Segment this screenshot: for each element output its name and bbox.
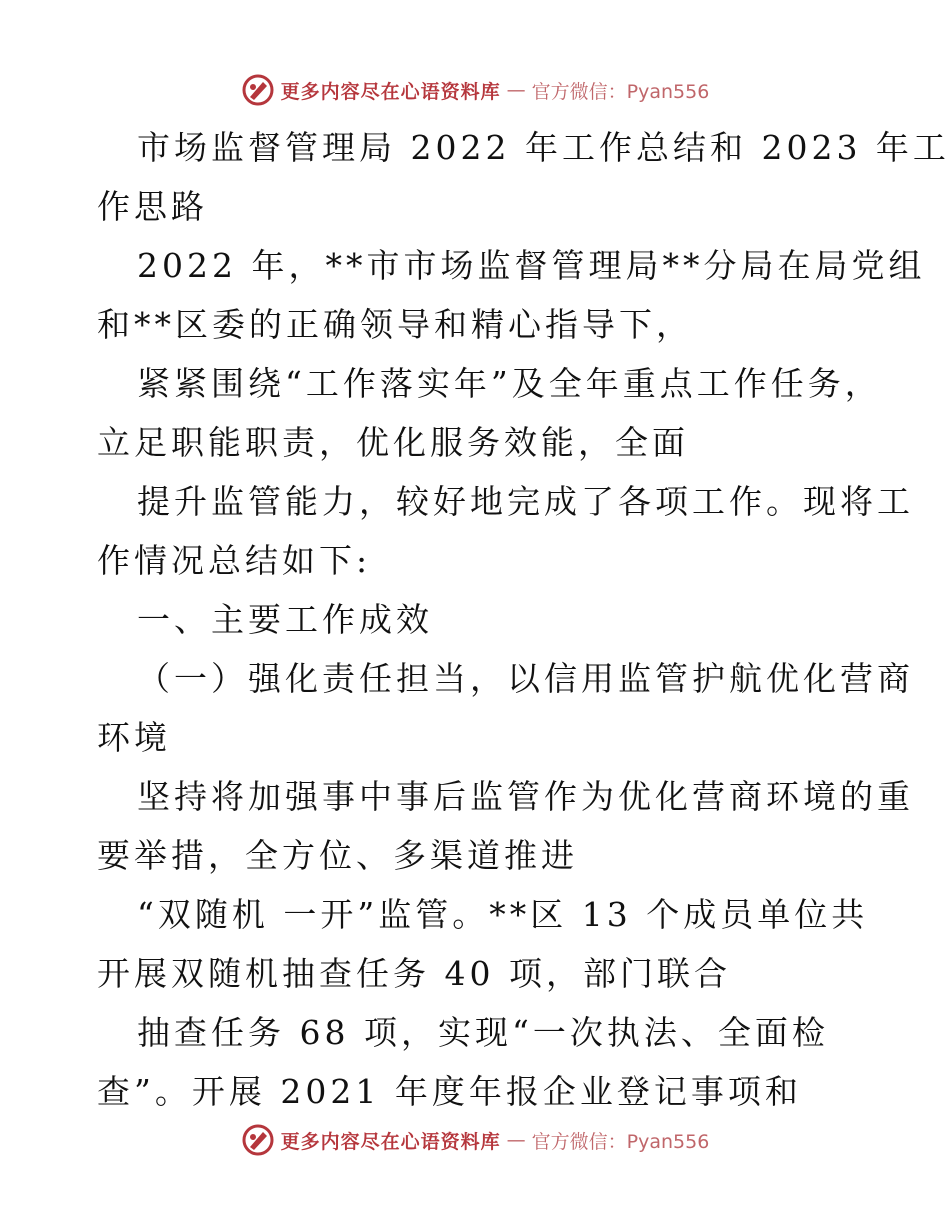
watermark-contact-text: 官方微信：Pyan556: [531, 80, 710, 103]
document-line: 紧紧围绕“工作落实年”及全年重点工作任务，: [137, 364, 882, 403]
document-line: 作思路: [97, 187, 208, 226]
document-body: [97, 118, 950, 1121]
document-line: 环境: [97, 718, 171, 757]
watermark-banner-bottom: [0, 1120, 950, 1160]
watermark-brand-text: 更多内容尽在心语资料库: [280, 1130, 501, 1153]
watermark-brand-text: 更多内容尽在心语资料库: [280, 80, 501, 103]
watermark-separator: —: [506, 1129, 526, 1151]
logo-icon: [241, 1123, 275, 1157]
document-line: 一、主要工作成效: [137, 600, 433, 639]
document-line: 坚持将加强事中事后监管作为优化营商环境的重: [137, 777, 914, 816]
watermark-banner-top: [0, 70, 950, 110]
watermark-separator: —: [506, 79, 526, 101]
document-line: （一）强化责任担当，以信用监管护航优化营商: [137, 659, 914, 698]
document-line: 开展双随机抽查任务 40 项，部门联合: [97, 954, 731, 993]
document-line: 提升监管能力，较好地完成了各项工作。现将工: [137, 482, 914, 521]
document-line: 市场监督管理局 2022 年工作总结和 2023 年工: [137, 128, 950, 167]
watermark-contact-text: 官方微信：Pyan556: [531, 1130, 710, 1153]
logo-icon: [241, 73, 275, 107]
document-line: “双随机 一开”监管。**区 13 个成员单位共: [137, 895, 869, 934]
document-line: 抽查任务 68 项，实现“一次执法、全面检: [137, 1013, 829, 1052]
document-line: 要举措，全方位、多渠道推进: [97, 836, 578, 875]
document-line: 和**区委的正确领导和精心指导下，: [97, 305, 693, 344]
document-line: 2022 年，**市市场监督管理局**分局在局党组: [137, 246, 926, 285]
document-line: 作情况总结如下:: [97, 541, 372, 580]
document-line: 查”。开展 2021 年度年报企业登记事项和: [97, 1072, 802, 1111]
document-line: 立足职能职责，优化服务效能，全面: [97, 423, 689, 462]
